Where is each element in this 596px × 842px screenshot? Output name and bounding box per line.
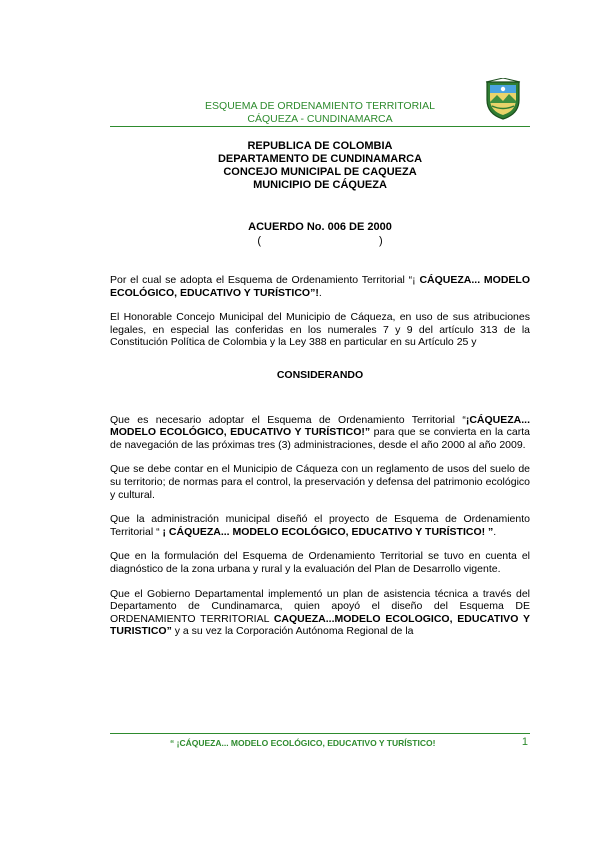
paren-close: ) (379, 235, 383, 247)
paragraph-government-bold: CAQUEZA...MODELO ECOLOGICO, EDUCATIVO Y TURISTICO” (110, 612, 530, 638)
paragraph-administration-bold: ¡ CÁQUEZA... MODELO ECOLÓGICO, EDUCATIVO Y TURÍSTICO! ” (162, 525, 494, 538)
paragraph-council: El Honorable Concejo Municipal del Municipio de Cáqueza, en uso de sus atribuciones legales, en especial las conferidas en los numerales 7 y 9 del artículo 313 de la Constitución Política de Colombia y la Ley 388 en particular en su Artículo 25 y (110, 311, 530, 349)
acuerdo-number: ACUERDO No. 006 DE 2000 (248, 221, 392, 233)
coat-of-arms-icon (484, 78, 522, 120)
footer-divider (110, 733, 530, 734)
title-department: DEPARTAMENTO DE CUNDINAMARCA (217, 153, 423, 165)
paragraph-regulation: Que se debe contar en el Municipio de Cáqueza con un reglamento de usos del suelo de su territorio; de normas para el control, la preservación y defensa del patrimonio ecológico y cultural. (110, 463, 530, 501)
document-title-block (110, 140, 530, 192)
title-council: CONCEJO MUNICIPAL DE CAQUEZA (223, 166, 417, 178)
paren-open: ( (257, 235, 261, 247)
paragraph-necessity-end: para que se convierta en la carta de navegación de las próximas tres (3) administraciones, desde el año 2000 al año 2009. (110, 426, 530, 451)
paragraph-necessity-text: Que es necesario adoptar el Esquema de Ordenamiento Territorial “ (110, 413, 466, 426)
paragraph-purpose-bold: CÁQUEZA... MODELO ECOLÓGICO, EDUCATIVO Y TURÍSTICO”! (110, 274, 530, 299)
paragraph-necessity (110, 414, 530, 452)
acuerdo-blank (110, 235, 530, 248)
paragraph-purpose-end: . (318, 286, 322, 299)
paragraph-purpose-text: Por el cual se adopta el Esquema de Ordenamiento Territorial “¡ (110, 274, 420, 286)
title-municipality: MUNICIPIO DE CÁQUEZA (253, 179, 387, 191)
header-divider (110, 126, 530, 127)
paragraph-administration (110, 513, 530, 538)
paragraph-government (110, 588, 530, 638)
footer-motto: “ ¡CÁQUEZA... MODELO ECOLÓGICO, EDUCATIVO Y TURÍSTICO! (170, 738, 436, 748)
paragraph-purpose (110, 274, 530, 299)
paragraph-administration-text: Que la administración municipal diseñó el proyecto de Esquema de Ordenamiento Territorial “ (110, 513, 530, 538)
paragraph-government-end: y a su vez la Corporación Autónoma Regional de la (171, 625, 414, 638)
paragraph-necessity-bold: ¡CÁQUEZA... MODELO ECOLÓGICO, EDUCATIVO Y TURÍSTICO!” (110, 413, 530, 439)
paragraph-government-text: Que el Gobierno Departamental implementó un plan de asistencia técnica a través del Departamento de Cundinamarca, quien apoyó el diseño del Esquema DE ORDENAMIENTO TERRITORIAL (110, 587, 530, 625)
page-number: 1 (521, 736, 528, 748)
paragraph-administration-end: . (493, 525, 497, 538)
considerando-heading: CONSIDERANDO (276, 368, 364, 381)
document-header (110, 100, 530, 126)
paragraph-formulation: Que en la formulación del Esquema de Ordenamiento Territorial se tuvo en cuenta el diagnóstico de la zona urbana y rural y la evaluación del Plan de Desarrollo vigente. (110, 550, 530, 575)
header-line-2: CÁQUEZA - CUNDINAMARCA (247, 113, 393, 125)
document-body (110, 274, 530, 650)
title-republic: REPUBLICA DE COLOMBIA (247, 140, 393, 152)
header-line-1: ESQUEMA DE ORDENAMIENTO TERRITORIAL (205, 100, 435, 112)
